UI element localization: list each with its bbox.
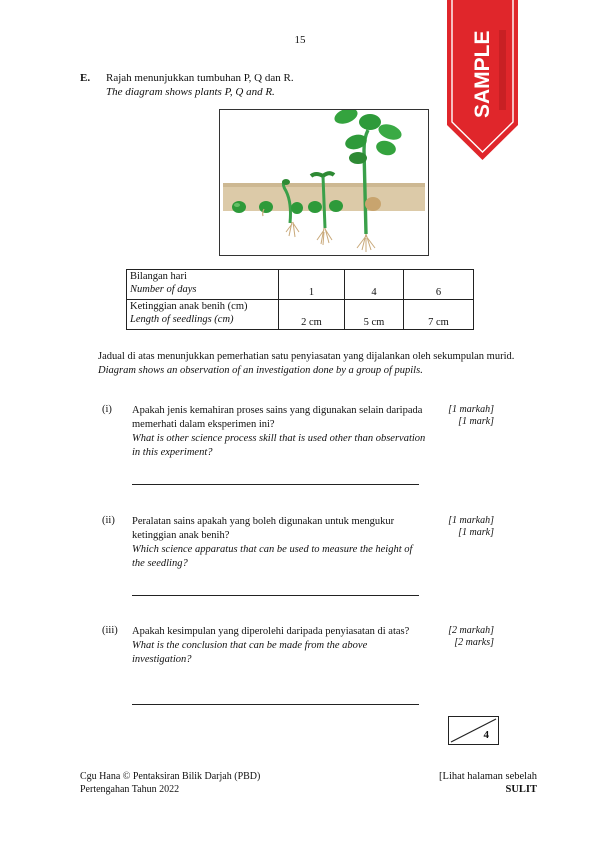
table-row-days — [127, 270, 474, 300]
plant-growth-diagram — [219, 109, 429, 256]
day-cell-1: 1 — [279, 270, 345, 300]
question-text-english: What is other science process skill that is used other than observation in this experiment? — [132, 433, 426, 458]
page-number: 15 — [294, 34, 306, 46]
marks-malay: [2 markah] — [448, 625, 494, 636]
question-number: (i) — [102, 404, 112, 415]
answer-line[interactable] — [132, 484, 419, 485]
marks-english: [1 mark] — [458, 416, 494, 427]
question-marks — [448, 515, 494, 539]
intro-paragraph — [98, 350, 518, 378]
sample-watermark: SAMPLE — [471, 30, 494, 118]
section-letter: E. — [80, 72, 91, 84]
footer-left — [80, 770, 260, 796]
score-box-diagonal — [449, 717, 498, 744]
marks-english: [1 mark] — [458, 527, 494, 538]
days-label-english: Number of days — [130, 284, 197, 295]
score-total: 4 — [483, 729, 489, 741]
question-text-english: Which science apparatus that can be used to measure the height of the seedling? — [132, 544, 413, 569]
question-marks — [448, 404, 494, 428]
section-title-malay: Rajah menunjukkan tumbuhan P, Q dan R. — [106, 72, 294, 84]
days-label-cell — [127, 270, 279, 300]
table-row-length — [127, 300, 474, 330]
day-cell-3: 6 — [404, 270, 474, 300]
seed-2 — [259, 201, 273, 216]
answer-line[interactable] — [132, 704, 419, 705]
footer-right — [380, 770, 537, 796]
observation-table — [126, 269, 474, 330]
seed-1 — [232, 201, 246, 213]
question-text — [132, 625, 427, 667]
marks-english: [2 marks] — [454, 637, 494, 648]
marks-malay: [1 markah] — [448, 515, 494, 526]
day-cell-2: 4 — [345, 270, 404, 300]
seedling-r — [332, 110, 403, 252]
section-title-english: The diagram shows plants P, Q and R. — [106, 86, 275, 98]
length-cell-1: 2 cm — [279, 300, 345, 330]
length-label-cell — [127, 300, 279, 330]
question-number: (ii) — [102, 515, 115, 526]
footer-term: Pertengahan Tahun 2022 — [80, 784, 180, 795]
question-number: (iii) — [102, 625, 118, 636]
intro-english: Diagram shows an observation of an investigation done by a group of pupils. — [98, 365, 423, 376]
footer-credit: Cgu Hana © Pentaksiran Bilik Darjah (PBD) — [80, 771, 261, 782]
answer-line[interactable] — [132, 595, 419, 596]
question-text — [132, 404, 427, 460]
footer-next-page: [Lihat halaman sebelah — [439, 771, 537, 782]
question-text-malay: Apakah kesimpulan yang diperolehi daripada penyiasatan di atas? — [132, 626, 410, 637]
sample-ribbon — [447, 0, 518, 160]
question-text-malay: Peralatan sains apakah yang boleh digunakan untuk mengukur ketinggian anak benih? — [132, 516, 395, 541]
days-label-malay: Bilangan hari — [130, 271, 187, 282]
score-box[interactable] — [448, 716, 499, 745]
length-label-malay: Ketinggian anak benih (cm) — [130, 301, 248, 312]
length-label-english: Length of seedlings (cm) — [130, 314, 234, 325]
question-text-english: What is the conclusion that can be made from the above investigation? — [132, 640, 368, 665]
intro-malay: Jadual di atas menunjukkan pemerhatian satu penyiasatan yang dijalankan oleh sekumpulan murid. — [98, 351, 515, 362]
question-text-malay: Apakah jenis kemahiran proses sains yang digunakan selain daripada memerhati dalam eksperimen ini? — [132, 405, 423, 430]
length-cell-2: 5 cm — [345, 300, 404, 330]
marks-malay: [1 markah] — [448, 404, 494, 415]
question-text — [132, 515, 427, 571]
footer-classification: SULIT — [505, 784, 537, 795]
length-cell-3: 7 cm — [404, 300, 474, 330]
question-marks — [448, 625, 494, 649]
